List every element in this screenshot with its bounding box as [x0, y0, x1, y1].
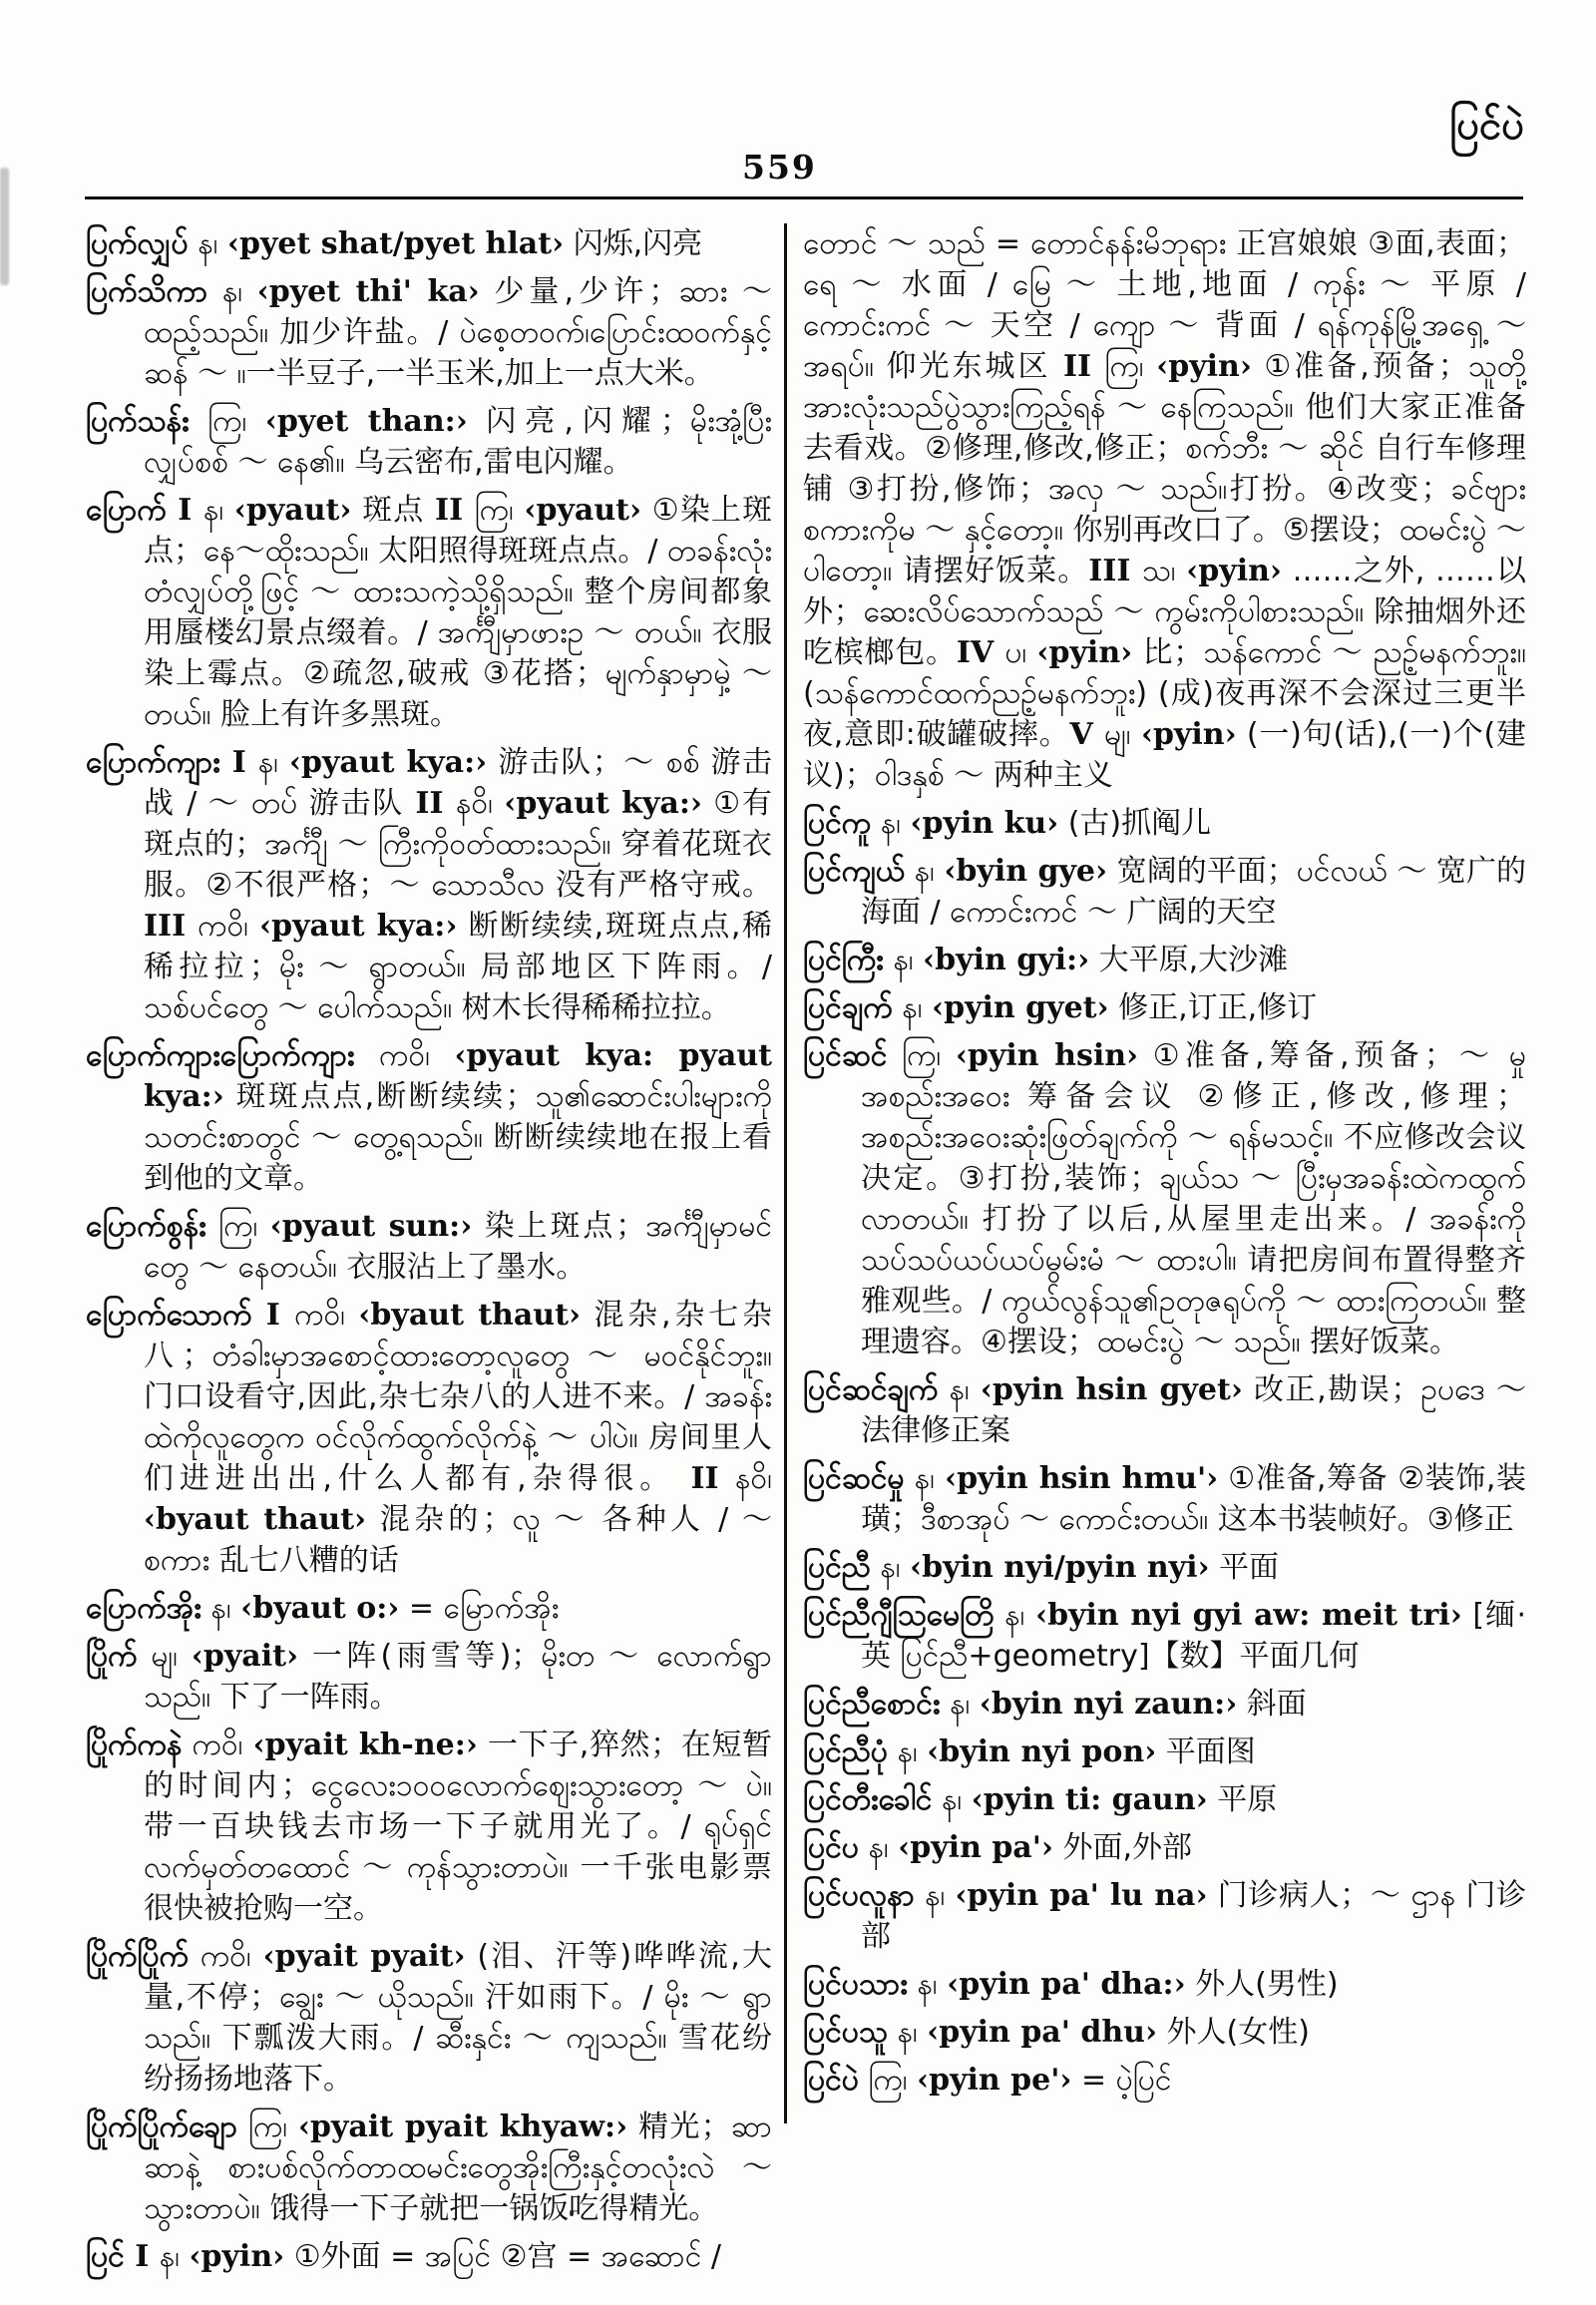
entry-text: န၊ [932, 1782, 972, 1817]
dictionary-entry [803, 1731, 1526, 1772]
entry-text: ①有斑点的；အင်္ကျီ ～ ကြီးကိုဝတ်ထားသည်။ 穿着花斑衣服。②不很严格；～ သောသီလ 没有严格守戒。 [144, 786, 773, 903]
entry-text: န၊ [200, 1591, 241, 1626]
pronunciation: ‹pyaut kya:› [259, 909, 458, 944]
entry-text: [缅·英 ပြင်ညီ+geometry]【数】平面几何 [861, 1598, 1526, 1674]
left-column [86, 223, 772, 2284]
dictionary-entry [86, 1588, 772, 1629]
entry-text: န၊ [887, 2015, 928, 2050]
entry-headword: ပြင်ကူ [803, 806, 872, 841]
entry-text: = ပဲ့ပြင် [1071, 2063, 1172, 2098]
entry-headword: ပြင်ပသူ [803, 2015, 888, 2050]
sense-numeral: I [124, 2239, 160, 2274]
dictionary-entry-continuation [803, 223, 1526, 796]
dictionary-entry [803, 1964, 1526, 2005]
entry-text: ①准备,筹备 ②装饰,装璜；ဒီစာအုပ် ～ ကောင်းတယ်။ 这本书装帧好。③修正 [861, 1461, 1526, 1537]
pronunciation: ‹pyin ku› [910, 806, 1059, 841]
entry-headword: ပြင်ပသား [803, 1967, 908, 2002]
pronunciation: ‹pyin pa' lu na› [955, 1878, 1208, 1913]
entry-text: ကြ၊ [858, 2063, 918, 2098]
entry-headword: ပြက်သန်း [86, 404, 190, 439]
pronunciation: ‹byin gye› [944, 854, 1108, 889]
entry-text: 宽阔的平面；ပင်လယ် ～ 宽广的海面 / ကောင်းကင် ～ 广阔的天空 [861, 854, 1526, 930]
entry-text: = မြောက်အိုး [399, 1591, 560, 1626]
entry-text: 斑点 [351, 493, 436, 528]
dictionary-entry [803, 987, 1526, 1028]
sense-numeral: III [1088, 554, 1142, 588]
entry-headword: ပြင်ညီပုံ [803, 1734, 888, 1769]
pronunciation: ‹pyin pa' dhu› [927, 2015, 1157, 2050]
pronunciation: ‹pyin pe'› [917, 2063, 1072, 2098]
entry-text: 修正,订正,修订 [1108, 990, 1318, 1025]
pronunciation: ‹pyin hsin hmu'› [945, 1461, 1219, 1496]
pronunciation: ‹pyait pyait› [262, 1939, 466, 1974]
entry-text: 外人(男性) [1185, 1967, 1339, 2002]
pronunciation: ‹pyait kh-ne:› [252, 1728, 478, 1762]
entry-text: ကြ၊ [887, 1038, 956, 1073]
entry-text: ……之外, ……以外；ဆေးလိပ်သောက်သည် ～ ကွမ်းကိုပါစားသည်။ 除抽烟外还吃槟榔包。 [803, 554, 1526, 670]
entry-headword: ပြောက်သောက် [86, 1298, 252, 1333]
sense-numeral: IV [956, 635, 1005, 670]
entry-text: ပ၊ [1004, 635, 1037, 670]
entry-text: 闪亮,闪耀；မိုးအုံ့ပြီးလျှပ်စစ် ～ နေ၏။ 乌云密布,雷电闪耀。 [144, 404, 772, 480]
entry-text: န၊ [871, 806, 911, 841]
dictionary-entry [803, 851, 1526, 933]
entry-headword: ပြိုက် [86, 1639, 138, 1674]
entry-headword: ပြောက်စွန်း [86, 1209, 206, 1244]
dictionary-entry [86, 2236, 772, 2277]
entry-headword: ပြောက် [86, 493, 167, 528]
entry-text: 大平原,大沙滩 [1089, 943, 1289, 977]
dictionary-entry [803, 1458, 1526, 1540]
entry-headword: ပြင်ဆင်မှု [803, 1461, 905, 1496]
entry-text: ကြ၊ [189, 404, 265, 439]
entry-text: န၊ [858, 1830, 899, 1865]
right-column [803, 223, 1526, 2108]
dictionary-entry [803, 1369, 1526, 1451]
entry-headword: ပြင်ချက် [803, 990, 893, 1025]
sense-numeral: II [435, 493, 475, 528]
pronunciation: ‹pyin› [1156, 349, 1252, 384]
entry-text: 闪烁,闪亮 [564, 226, 703, 261]
entry-text: ကဝိ၊ [294, 1298, 359, 1333]
entry-text: 平原 [1207, 1782, 1278, 1817]
dictionary-entry [86, 271, 772, 394]
entry-text: 外人(女性) [1156, 2015, 1310, 2050]
pronunciation: ‹pyin› [1140, 717, 1237, 752]
entry-headword: ပြင်တီးခေါင် [803, 1782, 933, 1817]
entry-text: န၊ [257, 745, 289, 780]
dictionary-entry [803, 1035, 1526, 1362]
pronunciation: ‹pyin pa'› [898, 1830, 1053, 1865]
sense-numeral: II [415, 786, 456, 821]
dictionary-entry [86, 742, 772, 1028]
entry-text: 比；သန်ကောင် ～ ညဉ့်မနက်ဘူး။(သန်ကောင်ထက်ညဉ့်မနက်ဘူး) (成)夜再深不会深过三更半夜,意即:破罐破摔。 [803, 635, 1526, 752]
dictionary-entry [86, 223, 772, 264]
sense-numeral: I [166, 493, 203, 528]
entry-text: 平面 [1209, 1550, 1280, 1585]
pronunciation: ‹pyaut sun:› [269, 1209, 473, 1244]
pronunciation: ‹pyait› [191, 1639, 298, 1674]
entry-text: န၊ [938, 1372, 981, 1407]
entry-text: 染上斑点；အင်္ကျီမှာမင်တွေ ～ နေတယ်။ 衣服沾上了墨水。 [144, 1209, 773, 1285]
entry-text: ①准备,筹备,预备；～ မှုအစည်းအဝေး 筹备会议 ②修正,修改,修理；အစည်းအဝေးဆုံးဖြတ်ချက်ကို ～ ရန်မသင့်။ 不应修改会议决定。③打扮,装饰；ချယ်သ ～ ပြီးမှအခန်းထဲကထွက်လာတယ်။ 打扮了以后,从屋里走出来。/ အခန်းကိုသပ်သပ်ယပ်ယပ်မွမ်းမံ ～ ထားပါ။ 请把房间布置得整齐雅观些。/ ကွယ်လွန်သူ၏ဥတုဇရုပ်ကို ～ ထားကြတယ်။ 整理遗容。④摆设；ထမင်းပွဲ ～ သည်။ 摆好饭菜。 [861, 1038, 1527, 1359]
pronunciation: ‹pyin ti: gaun› [971, 1782, 1208, 1817]
entry-text: 平面图 [1156, 1734, 1256, 1769]
entry-text: ကဝိ၊ [354, 1038, 455, 1073]
page-body [86, 223, 1526, 2284]
entry-text: 少量,少许；ဆား ～ ထည့်သည်။ 加少许盐。/ ပဲစေ့တဝက်၊ပြောင်းထဝက်နှင့်ဆန် ～ ။一半豆子,一半玉米,加上一点大米。 [144, 274, 772, 391]
entry-text: န၊ [994, 1598, 1036, 1633]
entry-text: န၊ [914, 1878, 956, 1913]
entry-text: မျ၊ [1104, 717, 1141, 752]
entry-headword: ပြိုက်ကနဲ [86, 1728, 183, 1762]
entry-text: ①染上斑点；နေ～ထိုးသည်။ 太阳照得斑斑点点。/ တခန်းလုံးတံလျှပ်တို့ဖြင့် ～ ထားသကဲ့သို့ရှိသည်။ 整个房间都象用蜃楼幻景点缀着。/ အင်္ကျီမှာဖားဥ ～ တယ်။ 衣服染上霉点。②疏忽,破戒 ③花搭；မျက်နှာမှာမှဲ့ ～ တယ်။ 脸上有许多黑斑。 [144, 493, 773, 732]
entry-headword: ပြောက်ကျား [86, 745, 220, 780]
entry-headword: ပြောက်ကျားပြောက်ကျား [86, 1038, 355, 1073]
header-guide-word: ပြင်ပဲ [1449, 103, 1524, 149]
dictionary-entry [86, 1936, 772, 2100]
dictionary-entry [86, 1295, 772, 1581]
entry-text: န၊ [159, 2239, 190, 2274]
pronunciation: ‹pyin hsin› [955, 1038, 1139, 1073]
sense-numeral: II [1063, 349, 1105, 384]
entry-headword: ပြောက်အိုး [86, 1591, 201, 1626]
entry-text: 改正,勘误；ဥပဒေ ～ 法律修正案 [861, 1372, 1526, 1448]
dictionary-entry [803, 803, 1526, 844]
entry-text: န၊ [892, 990, 933, 1025]
entry-text: န၊ [905, 854, 945, 889]
pronunciation: ‹pyin gyet› [932, 990, 1109, 1025]
pronunciation: ‹pyet shat/pyet hlat› [227, 226, 565, 261]
pronunciation: ‹pyin› [1186, 554, 1282, 588]
entry-text: 外面,外部 [1052, 1830, 1192, 1865]
entry-headword: ပြင်ဆင်ချက် [803, 1372, 939, 1407]
sense-numeral: I [251, 1298, 295, 1333]
entry-headword: ပြင်ကျယ် [803, 854, 906, 889]
entry-text: (古)抓阄儿 [1058, 806, 1212, 841]
entry-text: န၊ [870, 1550, 911, 1585]
dictionary-entry [803, 1875, 1526, 1957]
dictionary-entry [803, 1547, 1526, 1588]
dictionary-entry [86, 1035, 772, 1199]
pronunciation: ‹pyaut kya: pyaut kya:› [144, 1038, 772, 1114]
entry-text: န၊ [883, 943, 924, 977]
pronunciation: ‹pyet than:› [264, 404, 468, 439]
entry-text: 门诊病人；～ ဌာန 门诊部 [861, 1878, 1526, 1954]
dictionary-entry [86, 1725, 772, 1929]
header-rule [85, 196, 1523, 199]
dictionary-entry [86, 490, 772, 735]
entry-text: သ၊ [1141, 554, 1187, 588]
entry-text: န၊ [904, 1461, 946, 1496]
entry-headword: ပြင်ပလူနာ [803, 1878, 915, 1913]
dictionary-entry [86, 401, 772, 483]
entry-headword: ပြက်လျှပ် [86, 226, 189, 261]
pronunciation: ‹pyin pa' dha:› [947, 1967, 1186, 2002]
entry-headword: ပြက်သိကာ [86, 274, 208, 309]
pronunciation: ‹byaut o:› [240, 1591, 400, 1626]
entry-headword: ပြင်ညီဂျီဩမေတြိ [803, 1598, 995, 1633]
pronunciation: ‹pyaut› [233, 493, 352, 528]
entry-headword: ပြိုက်ပြိုက် [86, 1939, 190, 1974]
dictionary-entry [86, 2107, 772, 2229]
entry-headword: ပြင်ညီ [803, 1550, 871, 1585]
sense-numeral: V [1069, 717, 1104, 752]
pronunciation: ‹pyait pyait khyaw:› [297, 2110, 628, 2144]
dictionary-entry [86, 1206, 772, 1288]
sense-numeral: III [144, 909, 199, 944]
pronunciation: ‹pyaut kya:› [504, 786, 702, 821]
pronunciation: ‹byin nyi pon› [927, 1734, 1157, 1769]
entry-text: န၊ [202, 493, 234, 528]
dictionary-entry [803, 2060, 1526, 2101]
dictionary-entry [803, 940, 1526, 980]
pronunciation: ‹byin nyi zaun:› [979, 1687, 1238, 1722]
entry-text: ကြ၊ [474, 493, 525, 528]
entry-text: 游击队；～ စစ် 游击战 / ～ တပ် 游击队 [144, 745, 773, 821]
pronunciation: ‹pyaut› [524, 493, 642, 528]
entry-text: 精光；ဆာဆာနဲ့ စားပစ်လိုက်တာထမင်းတွေအိုးကြီးနှင့်တလုံးလဲ ～ သွားတာပဲ။ 饿得一下子就把一锅饭吃得精光。 [144, 2110, 773, 2226]
entry-text: မျ၊ [137, 1639, 192, 1674]
entry-text: န၊ [940, 1687, 980, 1722]
pronunciation: ‹pyaut kya:› [289, 745, 488, 780]
entry-headword: ပြင်ပ [803, 1830, 859, 1865]
entry-text: (泪、汗等)哗哗流,大量,不停；ချွေး ～ ယိုသည်။ 汗如雨下。/ မိုး ～ ရွာသည်။ 下瓢泼大雨。/ ဆီးနှင်း ～ ကျသည်။ 雪花纷纷扬扬地落下。 [144, 1939, 773, 2097]
entry-text: ကြ၊ [1104, 349, 1157, 384]
pronunciation: ‹pyin› [1036, 635, 1133, 670]
pronunciation: ‹pyin› [189, 2239, 285, 2274]
entry-text: ①准备,预备；သူတို့အားလုံးသည်ပွဲသွားကြည့်ရန် ～ နေကြသည်။ 他们大家正准备去看戏。②修理,修改,修正；စက်ဘီး ～ ဆိုင် 自行车修理铺 ③打扮,修饰；အလှ ～ သည်။打扮。④改变；ခင်ဗျားစကားကိုမ ～ နှင့်တော့။ 你别再改口了。⑤摆设；ထမင်းပွဲ ～ ပါတော့။ 请摆好饭菜。 [803, 349, 1527, 588]
entry-text: န၊ [907, 1967, 948, 2002]
dictionary-entry [803, 1684, 1526, 1725]
entry-text: 断断续续,斑斑点点,稀稀拉拉；မိုး ～ ရွာတယ်။ 局部地区下阵雨。/ သစ်ပင်တွေ ～ ပေါက်သည်။ 树木长得稀稀拉拉。 [144, 909, 773, 1025]
entry-text: (一)句(话),(一)个(建议)；ဝါဒနှစ် ～ 两种主义 [803, 717, 1526, 793]
dictionary-entry [803, 2012, 1526, 2053]
entry-text: ကဝိ၊ [182, 1728, 253, 1762]
entry-headword: ပြင် [86, 2239, 125, 2274]
entry-text: ကဝိ၊ [198, 909, 260, 944]
scan-artifact [0, 168, 9, 285]
dictionary-entry [86, 1636, 772, 1718]
pronunciation: ‹byin nyi/pyin nyi› [910, 1550, 1210, 1585]
entry-headword: ပြင်ဆင် [803, 1038, 888, 1073]
pronunciation: ‹byin gyi:› [923, 943, 1090, 977]
pronunciation: ‹pyin hsin gyet› [980, 1372, 1243, 1407]
entry-text: န၊ [887, 1734, 928, 1769]
pronunciation: ‹pyet thi' ka› [256, 274, 480, 309]
entry-text: 混杂的；လူ ～ 各种人 / ～ စကား 乱七八糟的话 [144, 1502, 772, 1578]
entry-text: နဝိ၊ [734, 1461, 772, 1496]
entry-text: 一下子,猝然；在短暂的时间内；ငွေလေး၁ဝဝလောက်ဈေးသွားတော့ ～ ပဲ။ 带一百块钱去市场一下子就用光了。/ ရုပ်ရှင်လက်မှတ်တထောင် ～ ကုန်သွားတာပဲ။ 一千张电影票很快被抢购一空。 [144, 1728, 772, 1926]
entry-headword: ပြင်ပဲ [803, 2063, 859, 2098]
entry-text: န၊ [188, 226, 228, 261]
pronunciation: ‹byaut thaut› [358, 1298, 581, 1333]
entry-text: ကြ၊ [237, 2110, 298, 2144]
entry-text: 斜面 [1237, 1687, 1307, 1722]
entry-text: 斑斑点点,断断续续；သူ၏ဆောင်းပါးများကိုသတင်းစာတွင် ～ တွေ့ရသည်။ 断断续续地在报上看到他的文章。 [144, 1079, 772, 1196]
entry-headword: ပြိုက်ပြိုက်ချော [86, 2110, 238, 2144]
entry-headword: ပြင်ကြီး [803, 943, 884, 977]
dictionary-entry [803, 1595, 1526, 1677]
pronunciation: ‹byin nyi gyi aw: meit tri› [1035, 1598, 1462, 1633]
sense-numeral: I [219, 745, 258, 780]
sense-numeral: II [690, 1461, 735, 1496]
entry-text: 混杂,杂七杂八；တံခါးမှာအစောင့်ထားတော့လူတွေ ～ မဝင်နိုင်ဘူး။ 门口设看守,因此,杂七杂八的人进不来。/ အခန်းထဲကိုလူတွေက ဝင်လိုက်ထွက်လိုက်နဲ့ ～ ပါပဲ။ 房间里人们进进出出,什么人都有,杂得很。 [144, 1298, 773, 1496]
entry-text: ①外面 = အပြင် ②宫 = အဆောင် / [284, 2239, 722, 2274]
entry-text: န၊ [207, 274, 257, 309]
pronunciation: ‹byaut thaut› [144, 1502, 366, 1537]
entry-text: တောင် ～ သည် = တောင်နန်းမိဘုရား 正宫娘娘 ③面,表面；ရေ ～ 水面 / မြေ ～ 土地,地面 / ကုန်း ～ 平原 / ကောင်းကင် ～ 天空 / ကျော ～ 背面 / ရန်ကုန်မြို့အရှေ့ ～ အရပ်။ 仰光东城区 [803, 226, 1526, 384]
entry-headword: ပြင်ညီစောင်း [803, 1687, 941, 1722]
entry-text: ကြ၊ [205, 1209, 270, 1244]
dictionary-entry [803, 1779, 1526, 1820]
entry-text: 一阵(雨雪等)；မိုးတ ～ လောက်ရွာသည်။ 下了一阵雨。 [144, 1639, 772, 1715]
column-divider [784, 223, 787, 2123]
entry-text: နဝိ၊ [455, 786, 505, 821]
page-number: 559 [742, 148, 817, 187]
entry-text: ကဝိ၊ [189, 1939, 263, 1974]
dictionary-entry [803, 1827, 1526, 1868]
